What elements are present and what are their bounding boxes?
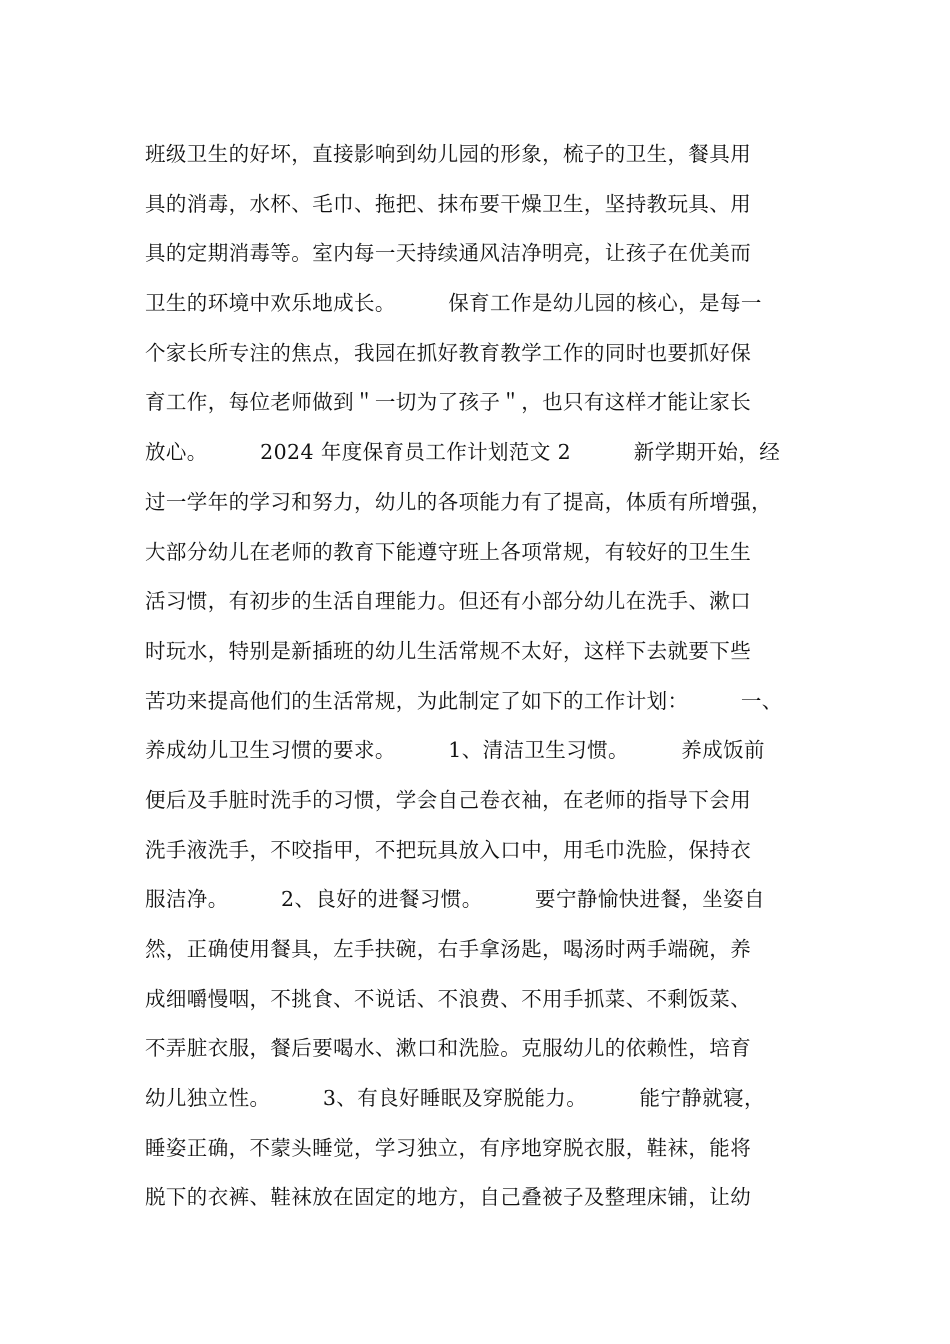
text-line: 活习惯，有初步的生活自理能力。但还有小部分幼儿在洗手、漱口 <box>145 589 752 614</box>
text-line: 脱下的衣裤、鞋袜放在固定的地方，自己叠被子及整理床铺，让幼 <box>145 1185 752 1210</box>
text-line: 服洁净。 2、良好的进餐习惯。 要宁静愉快进餐，坐姿自 <box>145 887 765 912</box>
text-line: 具的消毒，水杯、毛巾、拖把、抹布要干燥卫生，坚持教玩具、用 <box>145 191 752 216</box>
text-line: 睡姿正确，不蒙头睡觉，学习独立，有序地穿脱衣服，鞋袜，能将 <box>145 1135 752 1160</box>
text-line: 成细嚼慢咽，不挑食、不说话、不浪费、不用手抓菜、不剩饭菜、 <box>145 986 752 1011</box>
text-line: 洗手液洗手，不咬指甲，不把玩具放入口中，用毛巾洗脸，保持衣 <box>145 837 752 862</box>
text-line: 不弄脏衣服，餐后要喝水、漱口和洗脸。克服幼儿的依赖性，培育 <box>145 1036 752 1061</box>
text-line: 放心。 2024 年度保育员工作计划范文 2 新学期开始，经 <box>145 440 781 465</box>
text-line: 过一学年的学习和努力，幼儿的各项能力有了提高，体质有所增强， <box>145 489 772 514</box>
text-line: 便后及手脏时洗手的习惯，学会自己卷衣袖，在老师的指导下会用 <box>145 787 752 812</box>
text-line: 具的定期消毒等。室内每一天持续通风洁净明亮，让孩子在优美而 <box>145 241 752 266</box>
text-line: 育工作，每位老师做到＂一切为了孩子＂，也只有这样才能让家长 <box>145 390 752 415</box>
text-line: 卫生的环境中欢乐地成长。 保育工作是幼儿园的核心，是每一 <box>145 291 762 316</box>
text-line: 然，正确使用餐具，左手扶碗，右手拿汤匙，喝汤时两手端碗，养 <box>145 937 752 961</box>
body-text <box>145 130 835 1223</box>
text-line: 时玩水，特别是新插班的幼儿生活常规不太好，这样下去就要下些 <box>145 638 752 663</box>
text-line: 个家长所专注的焦点，我园在抓好教育教学工作的同时也要抓好保 <box>145 340 752 365</box>
text-line: 幼儿独立性。 3、有良好睡眠及穿脱能力。 能宁静就寝， <box>145 1086 765 1111</box>
text-line: 大部分幼儿在老师的教育下能遵守班上各项常规，有较好的卫生生 <box>145 539 752 564</box>
text-line: 养成幼儿卫生习惯的要求。 1、清洁卫生习惯。 养成饭前 <box>145 738 765 763</box>
text-line: 班级卫生的好坏，直接影响到幼儿园的形象，梳子的卫生，餐具用 <box>145 142 752 166</box>
text-line: 苦功来提高他们的生活常规，为此制定了如下的工作计划： 一、 <box>145 688 783 713</box>
